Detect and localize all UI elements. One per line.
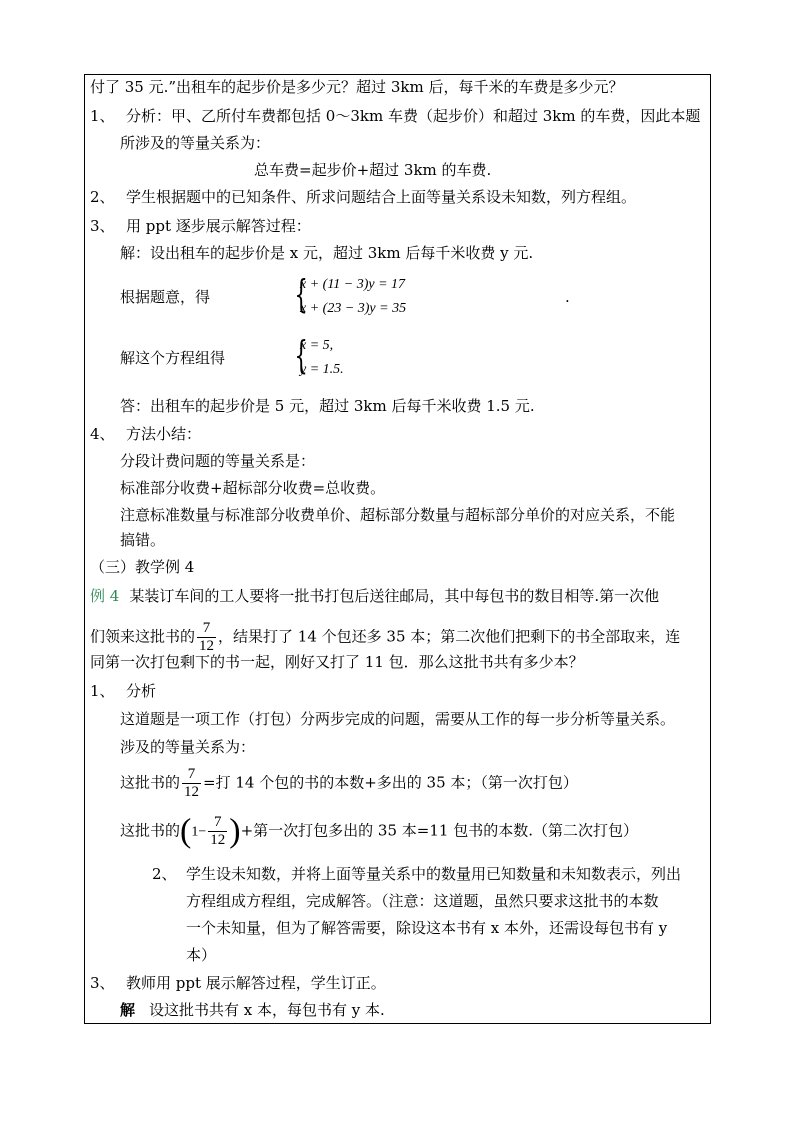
step-text: 用 ppt 逐步展示解答过程： <box>126 217 311 235</box>
left-brace-icon: { <box>294 272 308 316</box>
text-line: 方程组成方程组，完成解答。（注意：这道题，虽然只要求这批书的本数 <box>186 892 659 910</box>
fraction-numerator: 7 <box>208 814 227 832</box>
step-number: 1、 <box>90 682 115 700</box>
example-line-fraction <box>90 620 680 655</box>
analysis-step-1 <box>90 681 156 701</box>
solution-text: 设这批书共有 x 本，每包书有 y 本. <box>149 1001 385 1019</box>
step-4 <box>90 424 201 444</box>
system-label: 根据题意，得 <box>120 288 211 306</box>
fraction-7-12 <box>208 814 227 849</box>
text-line: 付了 35 元.”出租车的起步价是多少元？超过 3km 后，每千米的车费是多少元？ <box>90 78 624 96</box>
fraction-7-12 <box>197 620 216 655</box>
system-equation: x + (23 − 3)y = 35 <box>300 301 407 316</box>
section-heading: （三）教学例 4 <box>90 558 195 576</box>
step-number: 3、 <box>90 974 115 992</box>
left-paren-icon: ( <box>180 812 192 850</box>
relation-text: =打 14 个包的书的本数+多出的 35 本；（第一次打包） <box>203 773 578 792</box>
example-text: 们领来这批书的 <box>90 627 196 646</box>
step-number: 4、 <box>90 425 115 443</box>
step-text: 方法小结： <box>126 425 202 443</box>
fraction-denominator: 12 <box>210 832 226 848</box>
final-solution-line <box>120 1000 385 1020</box>
step-1 <box>90 106 700 126</box>
step-text: 分析：甲、乙所付车费都包括 0～3km 车费（起步价）和超过 3km 的车费，因此本题 <box>126 107 701 125</box>
left-brace-icon: { <box>294 333 308 377</box>
system-equation: y = 1.5. <box>300 362 344 377</box>
system-equation: x + (11 − 3)y = 17 <box>300 277 406 292</box>
text-line: 注意标准数量与标准部分收费单价、超标部分数量与超标部分单价的对应关系，不能 <box>120 506 676 524</box>
text-line: 涉及的等量关系为： <box>120 738 256 756</box>
solution-line: 解：设出租车的起步价是 x 元，超过 3km 后每千米收费 y 元. <box>120 244 534 262</box>
relation-text: +第一次打包多出的 35 本=11 包书的本数.（第二次打包） <box>240 821 638 840</box>
text-line: 本） <box>186 946 217 964</box>
step-2 <box>90 187 636 207</box>
step-text: 分析 <box>126 682 157 700</box>
relation-text: 这批书的 <box>120 773 181 792</box>
analysis-step-2 <box>152 864 681 884</box>
step-text: 学生设未知数，并将上面等量关系中的数量用已知数量和未知数表示，列出 <box>186 865 682 883</box>
fraction-numerator: 7 <box>197 620 216 638</box>
example-text: 某装订车间的工人要将一批书打包后送往邮局，其中每包书的数目相等.第一次他 <box>129 587 660 605</box>
step-number: 3、 <box>90 217 115 235</box>
right-paren-icon: ) <box>229 812 241 850</box>
step-3 <box>90 216 311 236</box>
text-line: 所涉及的等量关系为： <box>120 134 271 152</box>
example-text: ，结果打了 14 个包还多 35 本；第二次他们把剩下的书全部取来，连 <box>218 627 681 646</box>
text-line: 一个未知量，但为了解答需要，除设这本书有 x 本外，还需设每包书有 y <box>186 919 668 937</box>
step-text: 教师用 ppt 展示解答过程，学生订正。 <box>126 974 386 992</box>
relation-text: 这批书的 <box>120 821 181 840</box>
system-label: 解这个方程组得 <box>120 349 226 367</box>
text-line: 搞错。 <box>120 531 166 549</box>
step-text: 学生根据题中的已知条件、所求问题结合上面等量关系设未知数，列方程组。 <box>126 188 637 206</box>
fraction-7-12 <box>182 766 201 801</box>
fraction-denominator: 12 <box>199 638 215 654</box>
punctuation: . <box>565 288 570 306</box>
step-number: 2、 <box>152 865 177 883</box>
example-label: 例 4 <box>90 587 120 605</box>
fraction-numerator: 7 <box>182 766 201 784</box>
text-line: 同第一次打包剩下的书一起，刚好又打了 11 包．那么这批书共有多少本？ <box>90 653 584 671</box>
step-number: 1、 <box>90 107 115 125</box>
solution-label: 解 <box>120 1001 136 1019</box>
one-minus: 1− <box>191 824 207 840</box>
step-number: 2、 <box>90 188 115 206</box>
equation-text: 总车费=起步价+超过 3km 的车费. <box>254 161 492 179</box>
fraction-denominator: 12 <box>184 784 200 800</box>
answer-line: 答：出租车的起步价是 5 元，超过 3km 后每千米收费 1.5 元. <box>120 397 535 415</box>
text-line: 标准部分收费+超标部分收费=总收费。 <box>120 479 386 497</box>
text-line: 分段计费问题的等量关系是： <box>120 452 316 470</box>
example-4-line <box>90 586 659 606</box>
system-equation: x = 5, <box>300 338 334 353</box>
text-line: 这道题是一项工作（打包）分两步完成的问题，需要从工作的每一步分析等量关系。 <box>120 710 676 728</box>
relation-2 <box>120 814 638 849</box>
relation-1 <box>120 766 578 801</box>
analysis-step-3 <box>90 973 386 993</box>
